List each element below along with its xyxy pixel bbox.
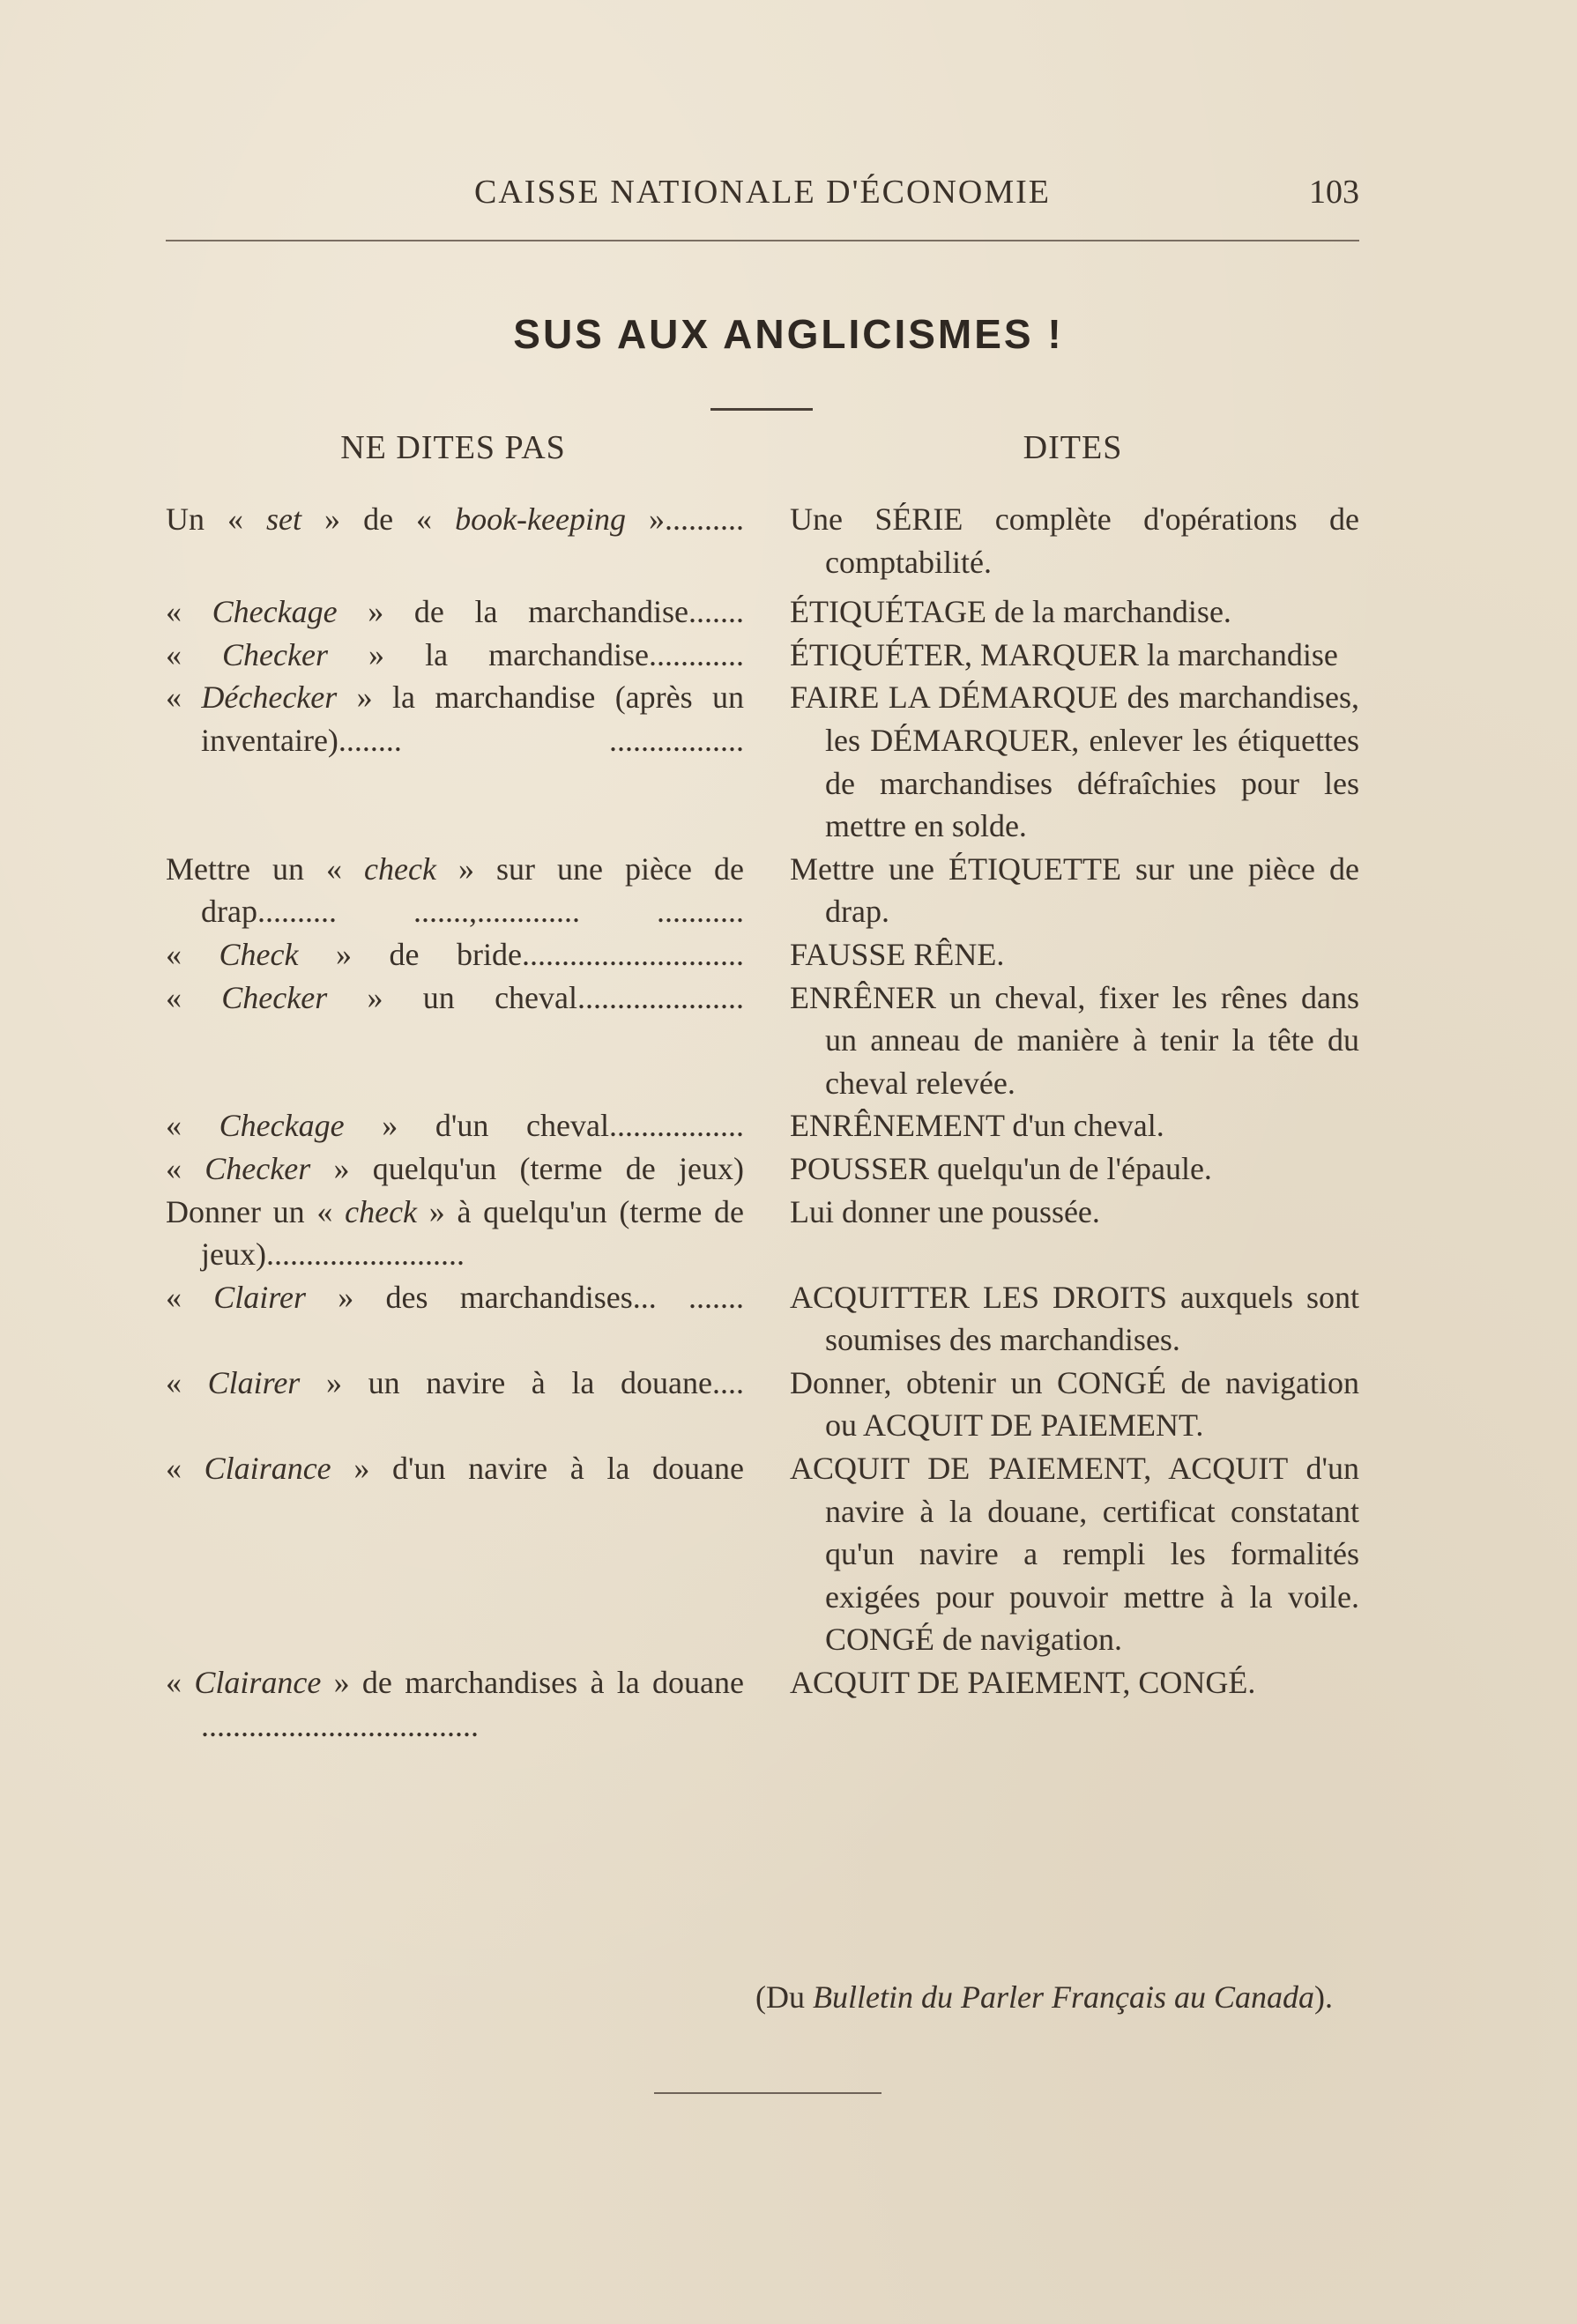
dites-cell: ACQUIT DE PAIEMENT, ACQUIT d'un navire à la douane, certificat constatant qu'un navire a rempli les formalités exigées pour pouvoir mettre à la voile. CONGÉ de navigation. <box>790 1451 1359 1658</box>
page-number: 103 <box>1309 174 1359 211</box>
ne-dites-pas-cell: « Checker » un cheval..................... <box>166 979 744 1015</box>
header-rule <box>166 240 1359 241</box>
table-row <box>166 1147 1365 1191</box>
ne-dites-pas-cell: « Checkage » de la marchandise....... <box>166 594 745 630</box>
column-heading-ne-dites-pas: NE DITES PAS <box>340 429 566 466</box>
dites-cell: Lui donner une poussée. <box>790 1193 1100 1229</box>
ne-dites-pas-cell: « Checker » la marchandise............ <box>166 636 744 672</box>
article-title: SUS AUX ANGLICISMES ! <box>513 311 1064 357</box>
ne-dites-pas-cell: « Check » de bride............................ <box>166 936 745 972</box>
source-citation: (Du Bulletin du Parler Français au Canada). <box>755 1979 1333 2015</box>
ne-dites-pas-cell: « Clairer » des marchandises... ....... <box>166 1279 744 1315</box>
table-row <box>166 1661 1365 1747</box>
table-row <box>166 848 1365 933</box>
table-row <box>166 676 1365 847</box>
table-row <box>166 1362 1365 1447</box>
ne-dites-pas-cell: « Checkage » d'un cheval................. <box>166 1108 744 1144</box>
table-row <box>166 634 1365 677</box>
ne-dites-pas-cell: Un « set » de « book-keeping ».......... <box>166 501 744 537</box>
ne-dites-pas-cell: Mettre un « check » sur une pièce de drap.......... .......,............. ........... <box>166 850 744 930</box>
ne-dites-pas-cell: « Checker » quelqu'un (terme de jeux) <box>166 1150 745 1186</box>
anglicism-table <box>166 498 1365 1747</box>
table-row <box>166 933 1365 976</box>
dites-cell: Donner, obtenir un CONGÉ de navigation ou ACQUIT DE PAIEMENT. <box>790 1364 1359 1444</box>
dites-cell: ENRÊNEMENT d'un cheval. <box>790 1108 1164 1144</box>
title-rule <box>710 408 813 411</box>
ne-dites-pas-cell: « Déchecker » la marchandise (après un inventaire)........ ................. <box>166 679 745 758</box>
closing-rule <box>654 2092 881 2094</box>
table-row <box>166 1191 1365 1276</box>
ne-dites-pas-cell: Donner un « check » à quelqu'un (terme de jeux)......................... <box>166 1193 744 1273</box>
ne-dites-pas-cell: « Clairance » de marchandises à la douane ................................... <box>166 1665 744 1743</box>
dites-cell: FAUSSE RÊNE. <box>790 936 1005 972</box>
dites-cell: FAIRE LA DÉMARQUE des marchandises, les DÉMARQUER, enlever les étiquettes de marchandises défraîchies pour les mettre en solde. <box>790 679 1359 844</box>
table-row <box>166 1276 1365 1362</box>
dites-cell: ÉTIQUÉTAGE de la marchandise. <box>790 594 1231 630</box>
dites-cell: ACQUIT DE PAIEMENT, CONGÉ. <box>790 1665 1256 1701</box>
dites-cell: ÉTIQUÉTER, MARQUER la marchandise <box>790 636 1338 672</box>
page-header <box>166 173 1359 219</box>
running-title: CAISSE NATIONALE D'ÉCONOMIE <box>473 174 1052 211</box>
dites-cell: POUSSER quelqu'un de l'épaule. <box>790 1150 1212 1186</box>
table-row <box>166 976 1365 1105</box>
dites-cell: Mettre une ÉTIQUETTE sur une pièce de drap. <box>790 850 1359 930</box>
column-heading-dites: DITES <box>1023 429 1123 466</box>
dites-cell: Une SÉRIE complète d'opérations de comptabilité. <box>790 501 1359 580</box>
ne-dites-pas-cell: « Clairance » d'un navire à la douane <box>166 1451 744 1487</box>
dites-cell: ENRÊNER un cheval, fixer les rênes dans un anneau de manière à tenir la tête du cheval relevée. <box>790 979 1359 1101</box>
dites-cell: ACQUITTER LES DROITS auxquels sont soumises des marchandises. <box>790 1279 1359 1358</box>
table-row <box>166 498 1365 583</box>
table-row <box>166 1447 1365 1661</box>
table-row <box>166 590 1365 634</box>
table-row <box>166 1104 1365 1147</box>
ne-dites-pas-cell: « Clairer » un navire à la douane.... <box>166 1364 744 1400</box>
